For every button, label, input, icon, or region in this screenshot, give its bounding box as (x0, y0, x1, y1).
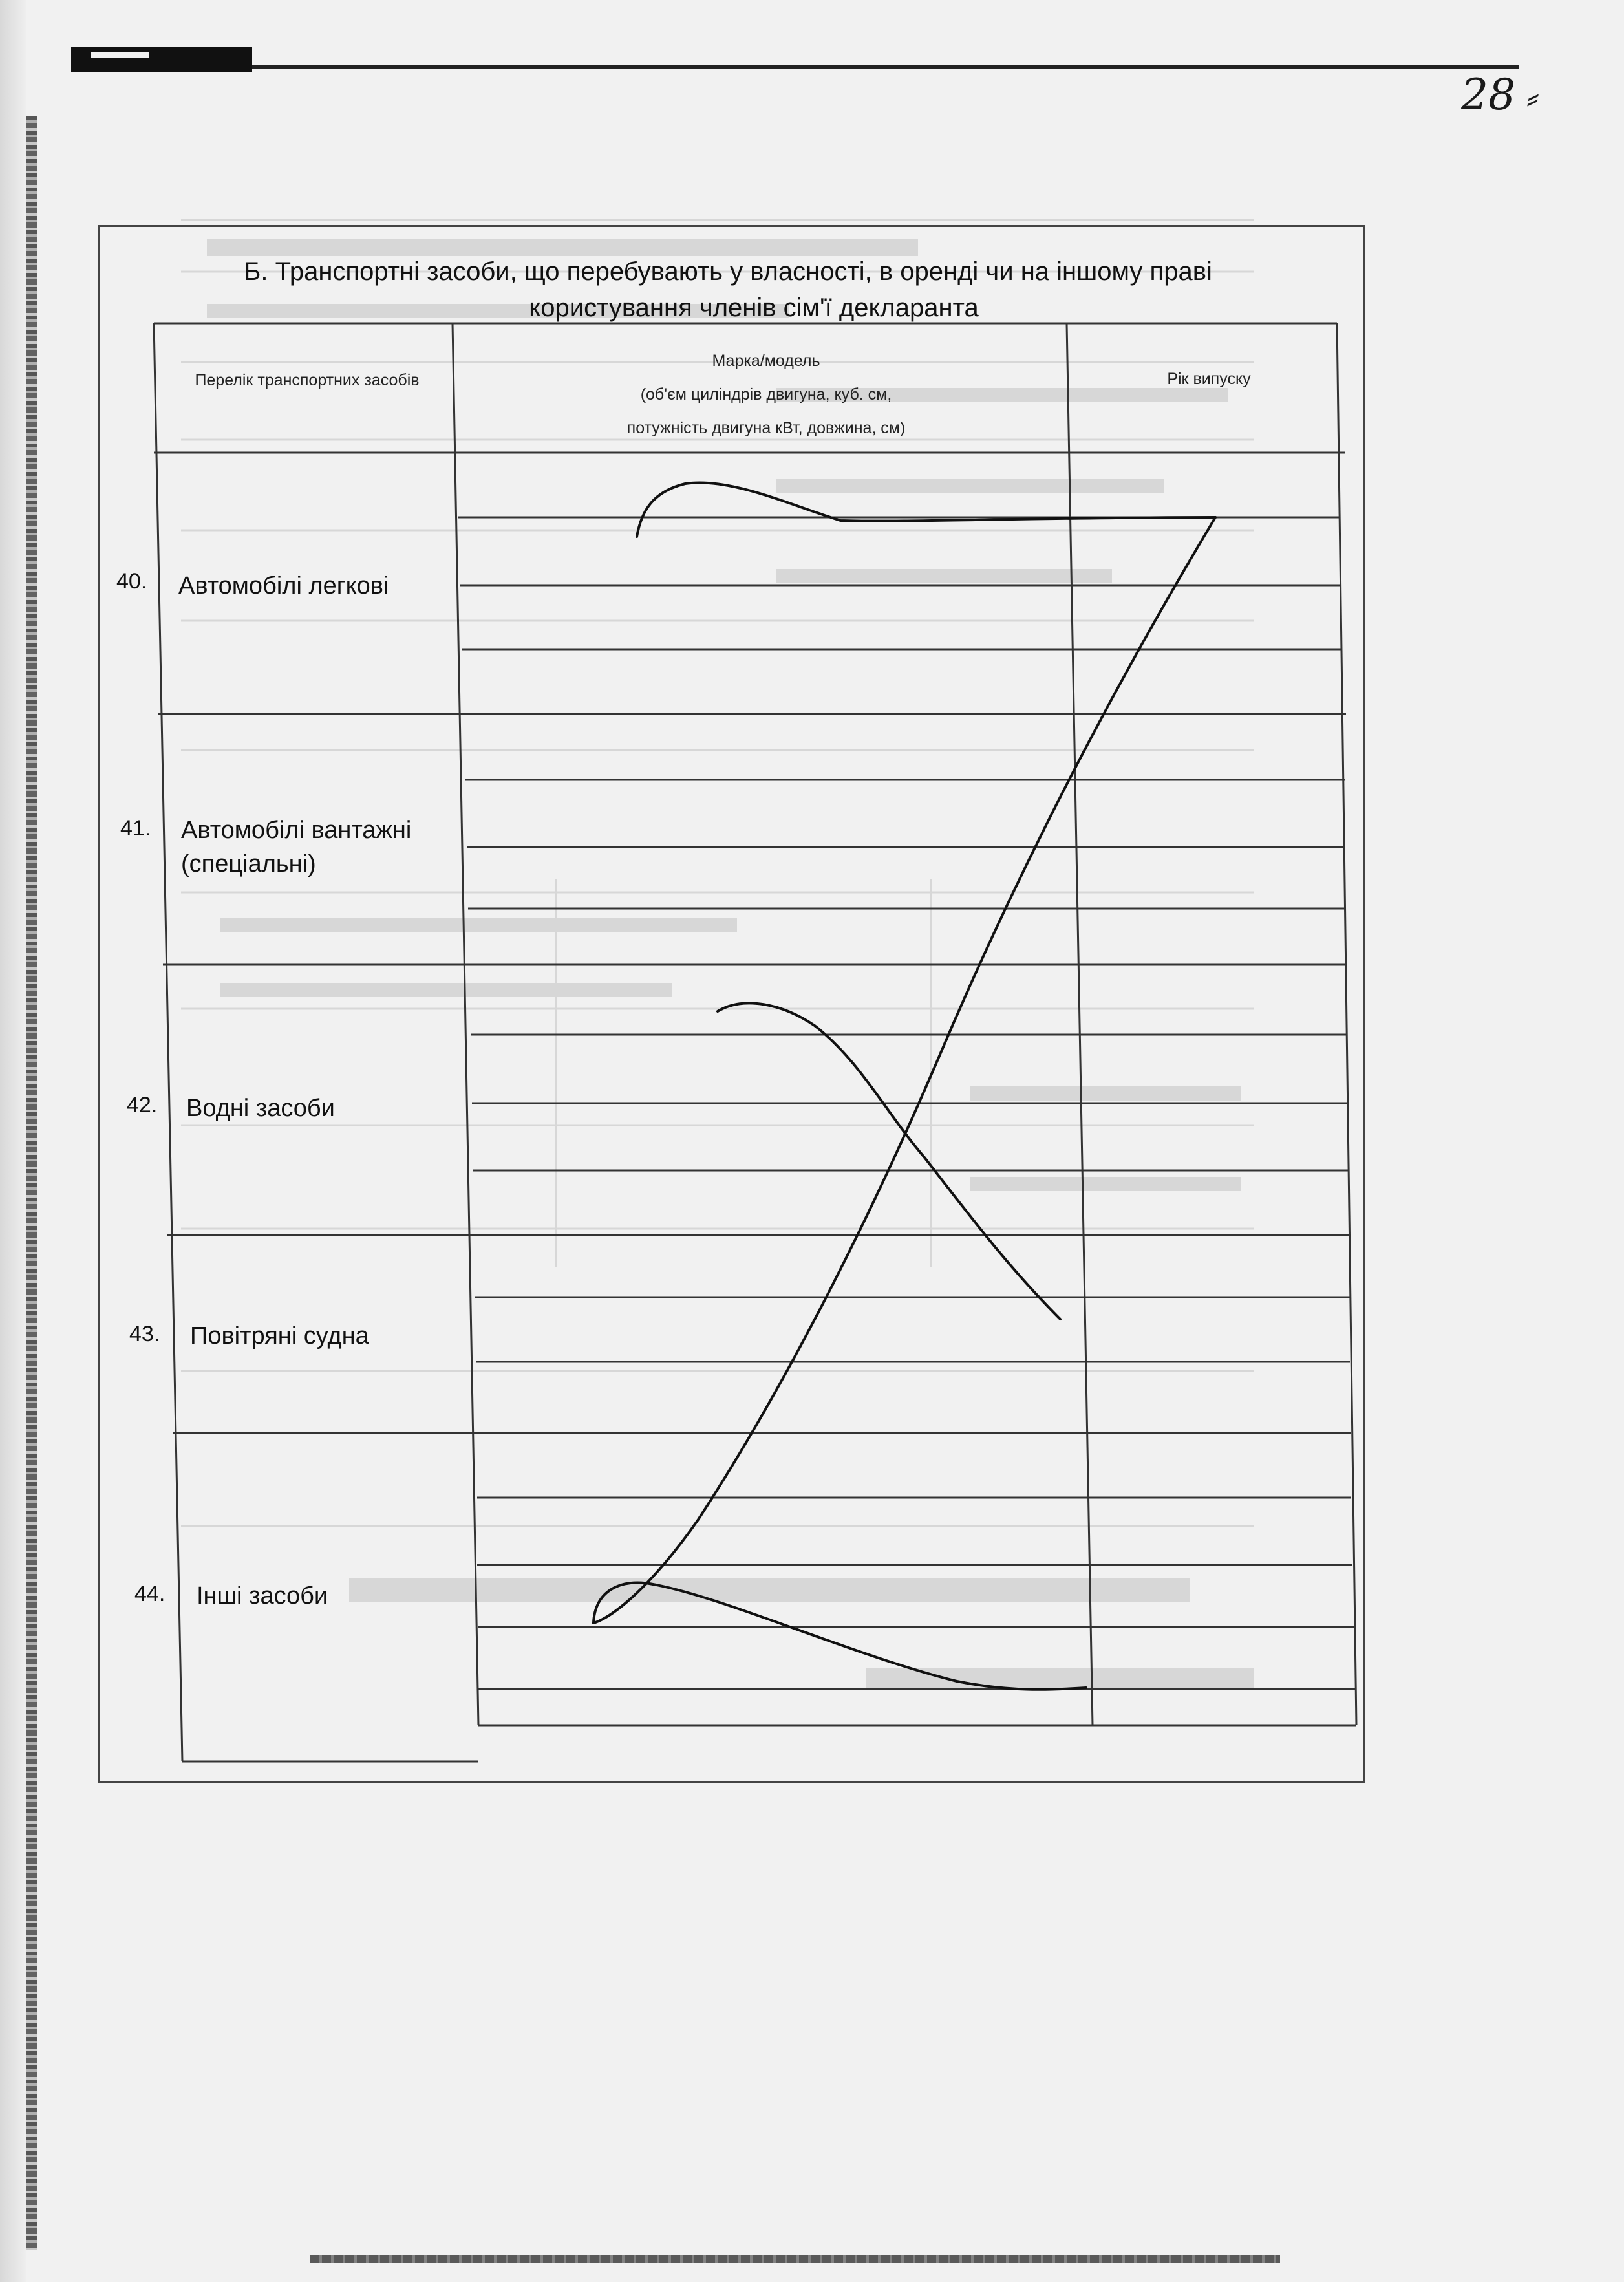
row-label-water: Водні засоби (186, 1095, 335, 1122)
header-model-line1: Марка/модель (712, 352, 820, 370)
page-number: 28 ⸗ (1461, 70, 1539, 120)
header-list-column: Перелік транспортних засобів (195, 371, 420, 389)
row-label-other: Інші засоби (197, 1582, 328, 1609)
row-number-44: 44. (134, 1582, 166, 1606)
section-title-line1: Б. Транспортні засоби, що перебувають у власності, в оренді чи на іншому праві (244, 257, 1212, 286)
row-label-aircraft: Повітряні судна (190, 1322, 369, 1350)
row-number-43: 43. (129, 1322, 160, 1346)
row-label-cars: Автомобілі легкові (178, 572, 389, 599)
section-title-line2: користування членів сім'ї декларанта (529, 294, 979, 322)
header-model-line2: (об'єм циліндрів двигуна, куб. см, (640, 385, 892, 404)
header-year-column: Рік випуску (1167, 370, 1251, 388)
row-number-42: 42. (127, 1093, 158, 1117)
header-model-line3: потужність двигуна кВт, довжина, см) (626, 419, 906, 437)
row-label-trucks-line1: Автомобілі вантажні (181, 817, 412, 844)
row-label-trucks-line2: (спеціальні) (181, 850, 316, 877)
row-number-41: 41. (120, 816, 151, 841)
row-number-40: 40. (116, 569, 147, 594)
